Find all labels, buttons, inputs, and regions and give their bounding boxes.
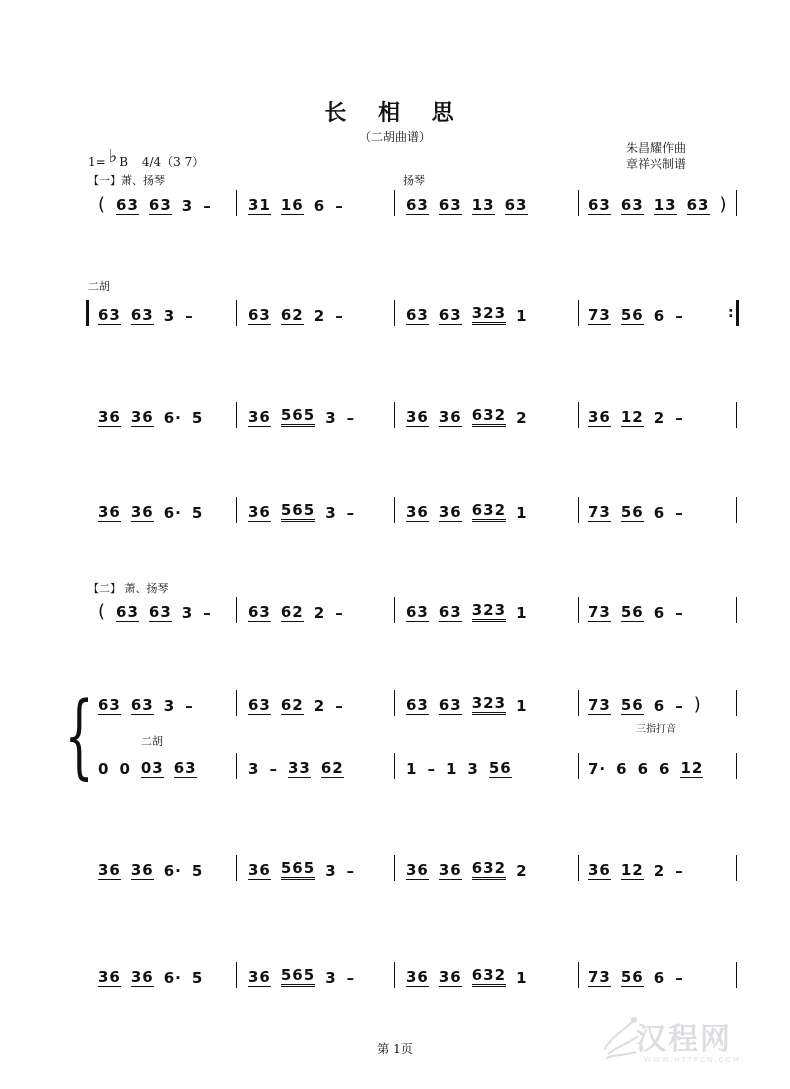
measure (98, 195, 222, 215)
note-group: 62 (320, 759, 344, 777)
key-note: B (119, 155, 129, 169)
note-group: 36 (588, 861, 611, 879)
page-number: 第 1页 (377, 1042, 413, 1056)
note-group: 565 (281, 966, 315, 987)
note-group: 1 (516, 697, 528, 715)
note-group: 36 (406, 968, 429, 986)
note-group: 3 (163, 697, 176, 715)
note-group: 6 (659, 760, 671, 778)
repeat-end-dots: : (728, 305, 734, 321)
note-group: 63 (116, 196, 139, 214)
note-group: 6 (637, 760, 650, 778)
note-group: – (675, 307, 684, 325)
note-group: 565 (281, 501, 315, 522)
note-group: 323 (472, 601, 506, 622)
note-group: – (335, 307, 344, 325)
score-row (88, 855, 740, 885)
measure (98, 860, 213, 880)
note-group: 323 (472, 694, 506, 715)
barline (578, 855, 579, 881)
note-group: 6 (653, 504, 666, 522)
barline (736, 597, 737, 623)
note-group: 63 (148, 603, 172, 621)
note-group: 63 (406, 196, 429, 214)
note-group: – (346, 504, 356, 522)
composer-credit: 朱昌耀作曲 (626, 141, 687, 155)
note-group: 62 (280, 603, 304, 621)
note-group: 632 (472, 406, 506, 427)
note-group: – (346, 862, 356, 880)
barline (736, 962, 737, 988)
measure (406, 602, 538, 622)
barline (236, 597, 237, 623)
barline (578, 497, 579, 523)
note-group: 5 (191, 862, 204, 880)
barline (736, 300, 739, 326)
barline (394, 690, 395, 716)
note-group: 1 (516, 307, 528, 325)
measure (406, 967, 538, 987)
note-group: 3 (325, 409, 337, 427)
note-group: – (185, 307, 194, 325)
note-group: 36 (406, 503, 429, 521)
note-group: 33 (287, 759, 311, 777)
note-group: 6 (313, 197, 326, 215)
barline (394, 753, 395, 779)
note-group: 56 (488, 759, 512, 777)
note-group: 3 (248, 760, 260, 778)
barline (394, 497, 395, 523)
note-group: 56 (620, 968, 644, 986)
measure (406, 407, 538, 427)
note-group: – (427, 760, 436, 778)
barline (236, 753, 237, 779)
note-group: 632 (472, 859, 506, 880)
note-group: 12 (620, 408, 644, 426)
note-group: 73 (588, 603, 611, 621)
score-row (88, 402, 740, 432)
measure (588, 695, 712, 715)
barline (578, 597, 579, 623)
note-group: 56 (620, 696, 644, 714)
barline (578, 300, 579, 326)
note-group: 63 (406, 306, 429, 324)
note-group: 63 (686, 196, 710, 214)
barline (236, 497, 237, 523)
section-2-annotation: 三指打音 (636, 724, 676, 735)
note-group: 36 (130, 968, 154, 986)
note-group: 36 (406, 408, 429, 426)
note-group: 12 (620, 861, 644, 879)
measure (248, 407, 365, 427)
barline (578, 190, 579, 216)
note-group: 3 (467, 760, 479, 778)
note-group: 13 (471, 196, 495, 214)
note-group: 6 (653, 697, 666, 715)
note-group: 1 (516, 604, 528, 622)
note-group: 36 (98, 861, 121, 879)
note-group: 63 (438, 603, 462, 621)
note-group: 1 (406, 760, 418, 778)
note-group: 6· (163, 409, 182, 427)
note-group: 63 (98, 696, 121, 714)
note-group: 2 (516, 409, 528, 427)
barline (736, 402, 737, 428)
barline (236, 300, 237, 326)
measure (406, 195, 538, 215)
note-group: 63 (248, 603, 271, 621)
note-group: 3 (163, 307, 176, 325)
note-group: 56 (620, 503, 644, 521)
note-group: 73 (588, 696, 611, 714)
score-row (88, 190, 740, 220)
note-group: 73 (588, 306, 611, 324)
note-group: – (335, 604, 344, 622)
note-group: 2 (313, 307, 326, 325)
note-group: – (675, 969, 684, 987)
note-group: – (335, 197, 344, 215)
note-group: 3 (325, 969, 337, 987)
note-group: – (675, 862, 684, 880)
note-group: 63 (438, 196, 462, 214)
note-group: 2 (313, 604, 326, 622)
measure (98, 602, 222, 622)
note-group: 0 (98, 760, 110, 778)
measure (406, 305, 538, 325)
barline (736, 855, 737, 881)
measure (588, 305, 694, 325)
note-group: 63 (116, 603, 139, 621)
section-1-label: 【一】萧、扬琴 (88, 174, 165, 187)
barline (578, 753, 579, 779)
note-group: 6 (653, 307, 666, 325)
note-group: 2 (516, 862, 528, 880)
note-group: – (346, 409, 356, 427)
note-group: 6 (653, 604, 666, 622)
page-title: 长 相 思 (324, 100, 466, 126)
note-group: 323 (472, 304, 506, 325)
measure (406, 860, 538, 880)
measure (248, 860, 365, 880)
note-group: 36 (98, 503, 121, 521)
note-group: 73 (588, 503, 611, 521)
note-group: 6· (163, 862, 182, 880)
note-group: 36 (406, 861, 429, 879)
note-group: 63 (406, 603, 429, 621)
note-group: 73 (588, 968, 611, 986)
measure (588, 407, 694, 427)
parenthesis: ( (98, 601, 107, 622)
note-group: 63 (248, 306, 271, 324)
measure (248, 195, 354, 215)
note-group: – (203, 197, 212, 215)
measure (588, 860, 694, 880)
barline (736, 497, 737, 523)
section-1-yangqin-label: 扬琴 (403, 174, 425, 187)
note-group: 63 (504, 196, 528, 214)
flat-icon: ♭ (108, 146, 118, 167)
note-group: 63 (438, 696, 462, 714)
score-row (88, 753, 740, 783)
note-group: – (269, 760, 278, 778)
barline (736, 190, 737, 216)
note-group: 63 (130, 306, 154, 324)
note-group: – (675, 504, 684, 522)
barline (236, 855, 237, 881)
note-group: 36 (130, 861, 154, 879)
note-group: 63 (620, 196, 644, 214)
note-group: 63 (588, 196, 611, 214)
note-group: 5 (191, 969, 204, 987)
score-row (88, 300, 740, 330)
note-group: 0 (119, 760, 131, 778)
measure (406, 695, 538, 715)
meter: 4/4（3 7） (141, 155, 205, 169)
note-group: 36 (248, 408, 271, 426)
note-group: 2 (653, 862, 666, 880)
note-group: 36 (248, 861, 271, 879)
measure (248, 967, 365, 987)
note-group: 36 (248, 968, 271, 986)
barline (236, 690, 237, 716)
measure (248, 502, 365, 522)
score-row (88, 962, 740, 992)
note-group: 5 (191, 504, 204, 522)
note-group: 565 (281, 859, 315, 880)
note-group: 36 (98, 968, 121, 986)
note-group: – (335, 697, 344, 715)
parenthesis: ( (98, 194, 107, 215)
barline (394, 300, 395, 326)
note-group: 31 (248, 196, 271, 214)
note-group: 6· (163, 504, 182, 522)
section-2-erhu-label: 二胡 (141, 735, 163, 748)
measure (248, 602, 354, 622)
measure (588, 758, 713, 778)
section-1-erhu-label: 二胡 (88, 280, 110, 293)
watermark (598, 1010, 768, 1080)
barline (236, 402, 237, 428)
note-group: 1 (445, 760, 458, 778)
note-group: 63 (173, 759, 197, 777)
note-group: 36 (98, 408, 121, 426)
barline (394, 597, 395, 623)
score-row (88, 690, 740, 720)
note-group: 36 (248, 503, 271, 521)
barline (578, 402, 579, 428)
measure (248, 695, 354, 715)
system-brace-icon: { (64, 682, 94, 789)
measure (98, 407, 213, 427)
score-row (88, 497, 740, 527)
note-group: 62 (280, 696, 304, 714)
note-group: 6 (653, 969, 666, 987)
key-prefix: 1= (88, 155, 106, 169)
score-row (88, 597, 740, 627)
measure (248, 758, 354, 778)
note-group: 56 (620, 603, 644, 621)
barline (578, 690, 579, 716)
measure (248, 305, 354, 325)
page-subtitle: （二胡曲谱） (358, 130, 431, 144)
measure (98, 695, 204, 715)
barline (394, 962, 395, 988)
note-group: 12 (680, 759, 704, 777)
note-group: 565 (281, 406, 315, 427)
note-group: 36 (438, 968, 462, 986)
parenthesis: ) (693, 694, 702, 715)
watermark-text: 汉程网 (636, 1022, 732, 1057)
note-group: 03 (140, 759, 164, 777)
note-group: 63 (438, 306, 462, 324)
measure (98, 305, 204, 325)
key-signature (88, 146, 205, 171)
note-group: 36 (438, 503, 462, 521)
barline (394, 855, 395, 881)
note-group: 36 (588, 408, 611, 426)
note-group: 3 (181, 604, 194, 622)
note-group: 632 (472, 966, 506, 987)
barline (736, 690, 737, 716)
parenthesis: ) (719, 194, 728, 215)
note-group: 63 (130, 696, 154, 714)
note-group: 3 (181, 197, 194, 215)
measure (98, 967, 213, 987)
note-group: 62 (280, 306, 304, 324)
note-group: 6 (616, 760, 628, 778)
arranger-credit: 章祥兴制谱 (626, 157, 687, 171)
note-group: – (185, 697, 194, 715)
barline (236, 962, 237, 988)
note-group: 63 (406, 696, 429, 714)
watermark-url: WWW.HTTPCN.COM (644, 1056, 741, 1064)
note-group: 5 (191, 409, 204, 427)
barline (736, 753, 737, 779)
note-group: 3 (325, 504, 337, 522)
note-group: 7· (588, 760, 607, 778)
note-group: 1 (516, 504, 528, 522)
repeat-start-barline (86, 300, 89, 326)
section-2-label: 【二】 萧、扬琴 (88, 582, 169, 595)
measure (98, 758, 207, 778)
note-group: – (675, 409, 684, 427)
barline (394, 190, 395, 216)
measure (406, 502, 538, 522)
measure (98, 502, 213, 522)
note-group: 2 (653, 409, 666, 427)
barline (578, 962, 579, 988)
note-group: 56 (620, 306, 644, 324)
measure (588, 602, 694, 622)
note-group: – (675, 697, 684, 715)
note-group: 36 (130, 408, 154, 426)
measure (588, 195, 738, 215)
note-group: 36 (438, 861, 462, 879)
measure (406, 758, 522, 778)
note-group: 36 (438, 408, 462, 426)
note-group: 2 (313, 697, 326, 715)
note-group: 63 (248, 696, 271, 714)
note-group: 16 (280, 196, 304, 214)
barline (236, 190, 237, 216)
note-group: 36 (130, 503, 154, 521)
measure (588, 967, 694, 987)
note-group: 63 (148, 196, 172, 214)
note-group: – (346, 969, 356, 987)
measure (588, 502, 694, 522)
note-group: 3 (325, 862, 337, 880)
note-group: 63 (98, 306, 121, 324)
note-group: – (675, 604, 684, 622)
note-group: 1 (516, 969, 528, 987)
note-group: 13 (653, 196, 677, 214)
note-group: 6· (163, 969, 182, 987)
note-group: – (203, 604, 212, 622)
barline (394, 402, 395, 428)
note-group: 632 (472, 501, 506, 522)
